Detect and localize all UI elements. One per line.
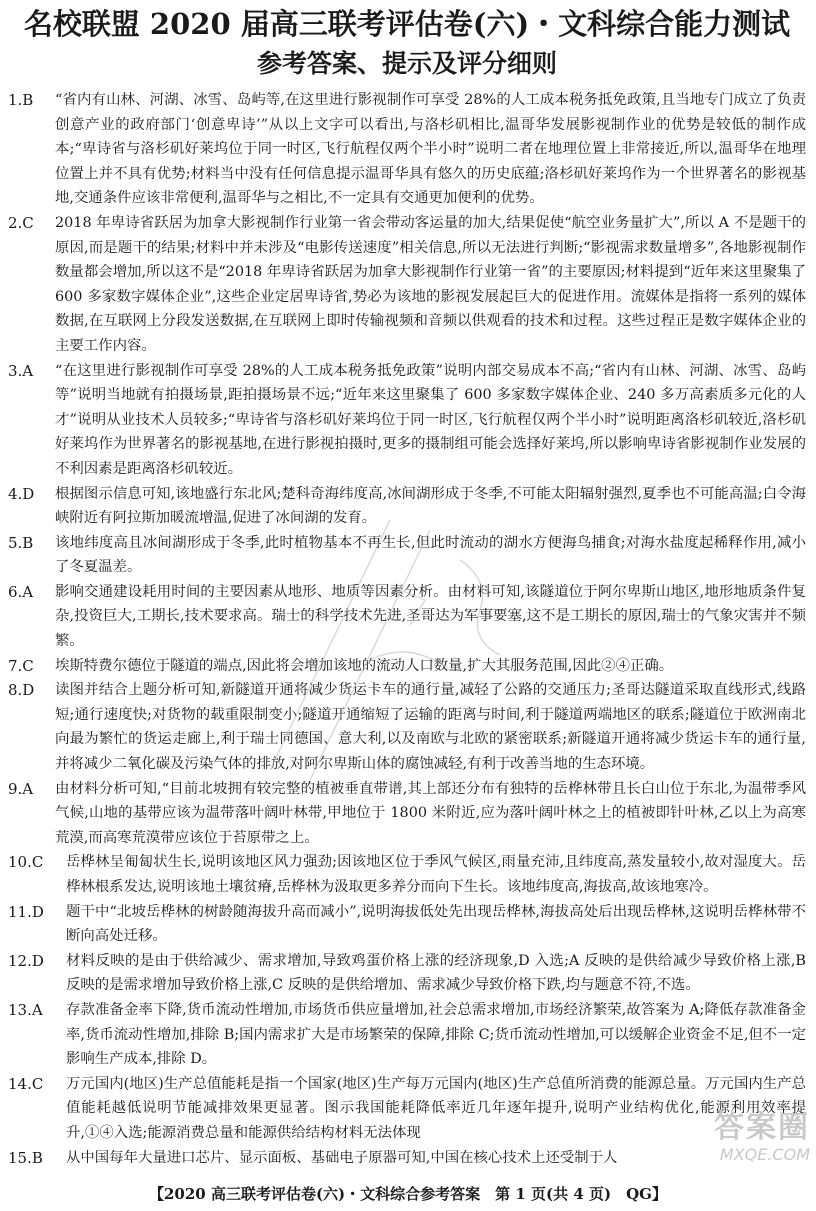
- answer-item: [8, 654, 806, 679]
- answer-list: [8, 88, 806, 1170]
- answer-number: 13.A: [8, 1000, 43, 1019]
- answer-item: [8, 359, 806, 482]
- answer-number: 5.B: [8, 533, 34, 552]
- watermark-url: MXQE.COM: [719, 1145, 810, 1164]
- answer-number: 14.C: [8, 1074, 44, 1093]
- answer-explanation: 万元国内(地区)生产总值能耗是指一个国家(地区)生产每万元国内(地区)生产总值所消费的能源总量。万元国内生产总值能耗越低说明节能减排效果更显著。图示我国能耗降低率近几年逐年提升,说明产业结构优化,能源利用效率提升,①④入选;能源消费总量和能源供给结构材料无法体现: [66, 1075, 806, 1141]
- answer-item: [8, 482, 806, 531]
- answer-explanation: 材料反映的是由于供给减少、需求增加,导致鸡蛋价格上涨的经济现象,D 入选;A 反映的是供给减少导致价格上涨,B 反映的是需求增加导致价格上涨,C 反映的是供给增加、需求减少导致价格下跌,均与题意不符,不选。: [66, 952, 806, 994]
- answer-number: 2.C: [8, 213, 34, 232]
- answer-item: [8, 900, 806, 949]
- answer-number: 4.D: [8, 484, 35, 503]
- answer-item: [8, 678, 806, 776]
- answer-number: 11.D: [8, 902, 44, 921]
- answer-number: 8.D: [8, 681, 35, 700]
- watermark-logo-text: 答案圈: [714, 1110, 810, 1145]
- answer-explanation: 岳桦林呈匍匐状生长,说明该地区风力强劲;因该地区位于季风气候区,雨量充沛,且纬度高,蒸发量较小,故对湿度大。岳桦林根系发达,说明该地土壤贫瘠,岳桦林为汲取更多养分而向下生长。该地纬度高,海拔高,故该地寒冷。: [66, 854, 806, 895]
- answer-number: 3.A: [8, 361, 34, 380]
- answer-explanation: 读图并结合上题分析可知,新隧道开通将减少货运卡车的通行量,减轻了公路的交通压力;圣哥达隧道采取直线形式,线路短;通行速度快;对货物的载重限制变小;隧道开通缩短了运输的距离与时间,利于隧道两端地区的联系;隧道位于欧洲南北向最为繁忙的货运走廊上,利于瑞士同德国、意大利,以及南欧与北欧的紧密联系;新隧道开通将减少货运卡车的通行量,并将减少二氧化碳及污染气体的排放,对阿尔卑斯山体的腐蚀减轻,有利于改善当地的生态环境。: [55, 682, 806, 773]
- answer-item: [8, 998, 806, 1072]
- answer-item: [8, 531, 806, 580]
- answer-item: [8, 949, 806, 998]
- page-subtitle: 参考答案、提示及评分细则: [256, 49, 557, 78]
- answer-explanation: “在这里进行影视制作可享受 28%的人工成本税务抵免政策”说明内部交易成本不高;“省内有山林、河湖、冰雪、岛屿等”说明当地就有拍摄场景,距拍摄场景不远;“近年来这里聚集了 600 多家数字媒体企业、240 多万高素质多元化的人才”说明从业技术人员较多;“卑诗省与洛杉矶好莱坞位于同一时区,飞行航程仅两个半小时”说明距离洛杉矶较近,洛杉矶好莱坞作为世界著名的影视基地,在进行影视拍摄时,更多的摄制组可能会选择好莱坞,所以影响卑诗省影视制作业发展的不利因素是距离洛杉矶较近。: [55, 362, 806, 477]
- watermark-logo: [700, 1111, 810, 1181]
- answer-item: [8, 1072, 806, 1146]
- answer-explanation: 2018 年卑诗省跃居为加拿大影视制作行业第一省会带动客运量的加大,结果促使“航空业务量扩大”,所以 A 不是题干的原因,而是题干的结果;材料中并未涉及“电影传送速度”相关信息,所以无法进行判断;“影视需求数量增多”,各地影视制作数量都会增加,所以这不是“2018 年卑诗省跃居为加拿大影视制作行业第一省”的主要原因;材料提到“近年来这里聚集了 600 多家数字媒体企业”,这些企业定居卑诗省,势必为该地的影视发展起巨大的促进作用。流媒体是指将一系列的媒体数据,在互联网上分段发送数据,在互联网上即时传输视频和音频以供观看的技术和过程。这些过程正是数字媒体企业的主要工作内容。: [55, 214, 806, 354]
- answer-number: 7.C: [8, 656, 34, 675]
- answer-number: 10.C: [8, 853, 44, 872]
- answer-explanation: 根据图示信息可知,该地盛行东北风;楚科奇海纬度高,冰间湖形成于冬季,不可能太阳辐射强烈,夏季也不可能高温;白令海峡附近有阿拉斯加暖流增温,促进了冰间湖的发育。: [55, 485, 806, 527]
- answer-explanation: 题干中“北坡岳桦林的树龄随海拔升高而减小”,说明海拔低处先出现岳桦林,海拔高处后出现岳桦林,这说明岳桦林带不断向高处迁移。: [66, 903, 806, 945]
- answer-explanation: 由材料分析可知,“目前北坡拥有较完整的植被垂直带谱,其上部还分布有独特的岳桦林带且长白山位于东北,为温带季风气候,山地的基带应该为温带落叶阔叶林带,甲地位于 1800 米附近,应为落叶阔叶林之上的植被即针叶林,乙以上为高寒荒漠,而高寒荒漠带应该位于苔原带之上。: [55, 780, 806, 846]
- answer-item: [8, 777, 806, 851]
- answer-number: 6.A: [8, 582, 34, 601]
- answer-item: [8, 850, 806, 899]
- answer-explanation: 影响交通建设耗用时间的主要因素从地形、地质等因素分析。由材料可知,该隧道位于阿尔卑斯山地区,地形地质条件复杂,投资巨大,工期长,技术要求高。瑞士的科学技术先进,圣哥达为军事要塞,这不是工期长的原因,瑞士的气象灾害并不频繁。: [55, 583, 806, 650]
- page-title: 名校联盟 2020 届高三联考评估卷(六)・文科综合能力测试: [23, 7, 791, 41]
- answer-explanation: 埃斯特费尔德位于隧道的端点,因此将会增加该地的流动人口数量,扩大其服务范围,因此②④正确。: [55, 657, 674, 674]
- answer-number: 15.B: [8, 1148, 43, 1167]
- answer-item: [8, 1146, 806, 1171]
- answer-explanation: 该地纬度高且冰间湖形成于冬季,此时植物基本不再生长,但此时流动的湖水方便海鸟捕食;对海水盐度起稀释作用,减小了冬夏温差。: [55, 534, 806, 576]
- answer-item: [8, 211, 806, 359]
- answer-explanation: “省内有山林、河湖、冰雪、岛屿等,在这里进行影视制作可享受 28%的人工成本税务抵免政策,且当地专门成立了负责创意产业的政府部门‘创意卑诗’”从以上文字可以看出,与洛杉矶相比,温哥华发展影视制作业的优势是较低的制作成本;“卑诗省与洛杉矶好莱坞位于同一时区,飞行航程仅两个半小时”说明二者在地理位置上非常接近,所以,温哥华在地理位置上并不具有优势;材料当中没有任何信息提示温哥华具有悠久的历史底蕴;洛杉矶好莱坞作为一个世界著名的影视基地,交通条件应该非常便利,温哥华与之相比,不一定具有交通更加便利的优势。: [55, 92, 806, 207]
- answer-explanation: 存款准备金率下降,货币流动性增加,市场货币供应量增加,社会总需求增加,市场经济繁荣,故答案为 A;降低存款准备金率,货币流动性增加,排除 B;国内需求扩大是市场繁荣的保障,排除 C;货币流动性增加,可以缓解企业资金不足,但不一定影响生产成本,排除 D。: [66, 1001, 806, 1068]
- answer-item: [8, 88, 806, 211]
- answer-number: 12.D: [8, 951, 44, 970]
- answer-explanation: 从中国每年大量进口芯片、显示面板、基础电子原器可知,中国在核心技术上还受制于人: [66, 1149, 618, 1166]
- answer-number: 1.B: [8, 91, 34, 109]
- answer-item: [8, 580, 806, 654]
- answer-number: 9.A: [8, 779, 34, 798]
- page-footer: 【2020 高三联考评估卷(六)・文科综合参考答案 第 1 页(共 4 页) QG】: [148, 1185, 667, 1203]
